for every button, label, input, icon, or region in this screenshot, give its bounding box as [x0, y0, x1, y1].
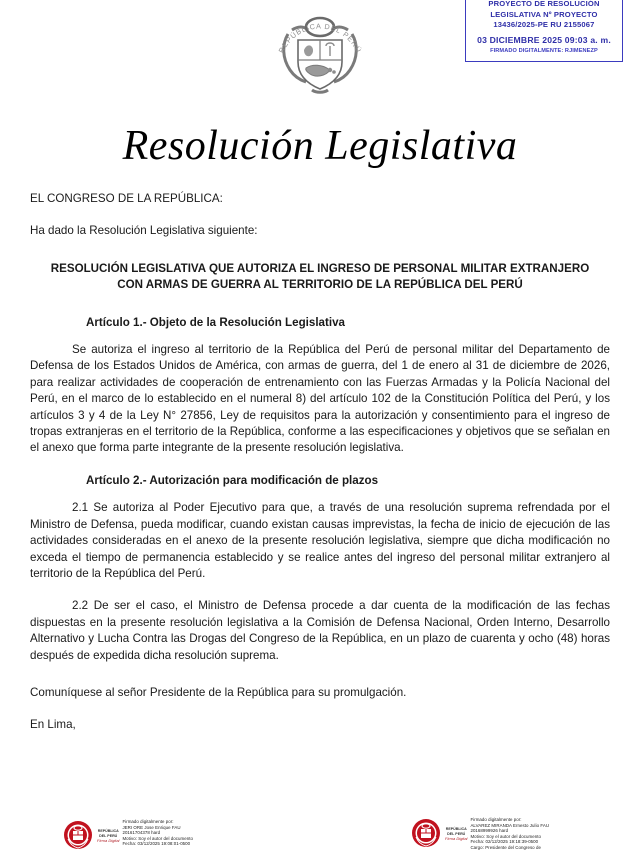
given-line: Ha dado la Resolución Legislativa siguiente: — [30, 224, 258, 238]
coat-of-arms-arc-label: REPÚBLICA DEL PERÚ — [276, 21, 364, 55]
sig-fecha: Fecha: 03/12/2025 19:08:01-0500 — [122, 841, 191, 847]
main-heading: RESOLUCIÓN LEGISLATIVA QUE AUTORIZA EL INGRESO DE PERSONAL MILITAR EXTRANJERO CON ARMAS DE GUERRA AL TERRITORIO DE LA REPÚBLICA DEL PERÚ — [50, 261, 590, 292]
seal-caption-line-1: REPÚBLICA — [97, 829, 119, 833]
stamp-date: 03 DICIEMBRE 2025 09:03 a. m. — [477, 34, 611, 45]
article-2-heading: Artículo 2.- Autorización para modificación de plazos — [86, 473, 379, 487]
seal-caption-group — [445, 817, 467, 841]
signature-details-jeri-ore — [122, 819, 193, 847]
sig-signed-label: Firmado digitalmente por: — [122, 819, 174, 824]
seal-firma-digital-label: Firma Digital — [445, 836, 468, 842]
sig-signer-id: 20168999926 hard — [470, 828, 509, 834]
peru-digital-seal-icon — [62, 819, 94, 851]
sig-signed-label: Firmado digitalmente por: — [470, 817, 522, 822]
article-2-clause-2: 2.2 De ser el caso, el Ministro de Defensa procede a dar cuenta de la modificación de las fechas dispuestas en la presente resolución legislativa a la Comisión de Defensa Nacional, Orden Interno, Desarrollo Alternativo y Lucha Contra las Drogas del Congreso de la República, en un plazo de cuarenta y ocho (48) horas después de expedida dicha resolución suprema. — [30, 599, 610, 662]
seal-firma-digital-label: Firma Digital — [97, 838, 120, 844]
congress-line: EL CONGRESO DE LA REPÚBLICA: — [30, 192, 223, 205]
seal-caption-line-1: REPÚBLICA — [445, 827, 467, 831]
article-1-heading: Artículo 1.- Objeto de la Resolución Legislativa — [86, 315, 345, 329]
received-stamp — [465, 0, 623, 62]
coat-of-arms-arc-text — [268, 0, 372, 104]
document-header — [0, 0, 640, 105]
peru-coat-of-arms-icon — [268, 0, 372, 100]
sig-signer-name: ALVAREZ MIRANDA Ernesto Julio FAU — [470, 822, 550, 828]
signature-details-alvarez-miranda — [470, 817, 549, 851]
signature-footer — [0, 817, 640, 859]
closing-place: En Lima, — [30, 718, 76, 732]
sig-signer-id: 20161704378 hard — [122, 830, 161, 836]
seal-caption-line-2: DEL PERÚ — [447, 831, 466, 836]
article-2-clause-1: 2.1 Se autoriza al Poder Ejecutivo para que, a través de una resolución suprema refrendada por el Ministro de Defensa, pueda modificar, cuando existan causas imprevistas, la fecha de inicio de ejecución de las actividades consideradas en el anexo de la presente resolución legislativa, siempre que dicha modificación no exceda el tiempo de permanencia establecido y se realice antes del ingreso del personal militar extranjero al territorio de la República del Perú. — [30, 501, 610, 580]
stamp-project-line-1: PROYECTO DE RESOLUCIÓN — [488, 0, 600, 8]
seal-caption-line-2: DEL PERÚ — [99, 833, 118, 838]
signature-block-jeri-ore — [62, 819, 193, 851]
stamp-signed-by: FIRMADO DIGITALMENTE: RJIMENEZP — [490, 47, 598, 54]
closing-communicate: Comuníquese al señor Presidente de la República para su promulgación. — [30, 685, 407, 699]
sig-motivo: Motivo: Soy el autor del documento — [470, 833, 541, 839]
sig-cargo: Cargo: Presidente del Congreso de — [470, 844, 541, 850]
sig-motivo: Motivo: Soy el autor del documento — [122, 835, 193, 841]
sig-signer-name: JERI ORE Jose Enrique FAU — [122, 824, 181, 830]
page-title: Resolución Legislativa — [122, 123, 518, 169]
document-body — [0, 170, 640, 734]
seal-caption-group — [97, 819, 119, 843]
sig-fecha: Fecha: 02/12/2025 19:18:39-0500 — [470, 839, 539, 845]
signature-block-alvarez-miranda — [410, 817, 549, 851]
stamp-project-line-2: LEGISLATIVA Nº PROYECTO — [490, 9, 598, 19]
article-1-body: Se autoriza el ingreso al territorio de la República del Perú de personal militar del Departamento de Defensa de los Estados Unidos de América, con armas de guerra, del 1 de enero al 31 de diciembre de 2026, para realizar actividades de cooperación de entrenamiento con las Fuerzas Armadas y la Policía Nacional del Perú, en el marco de lo establecido en el numeral 8) del artículo 102 de la Constitución Política del Perú, y los artículos 3 y 4 de la Ley N° 27856, Ley de requisitos para la autorización y consentimiento para el ingreso de tropas extranjeras en el territorio de la República, conforme a las especificaciones y objetivos que se señalan en el anexo que forma parte integrante de la presente resolución legislativa. — [30, 343, 610, 455]
stamp-project-number: 13436/2025-PE RU 2155067 — [493, 20, 595, 29]
peru-digital-seal-icon — [410, 817, 442, 849]
